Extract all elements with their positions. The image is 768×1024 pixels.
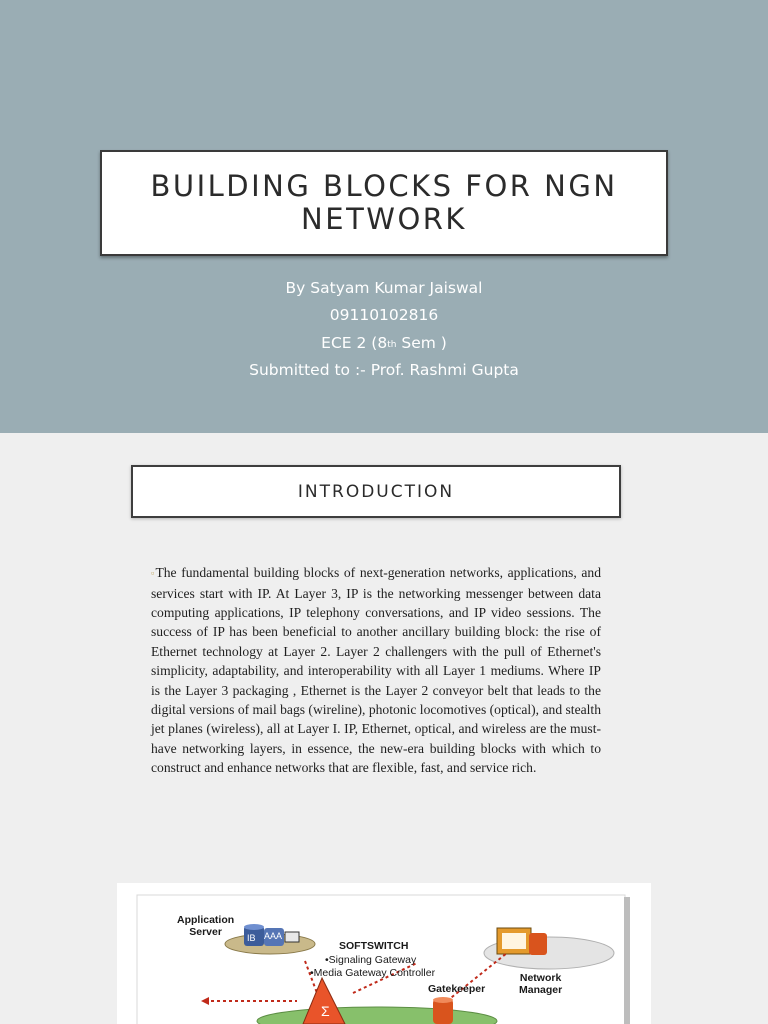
bullet-icon: ▫ — [151, 568, 156, 579]
diagram-frame-shadow — [624, 897, 630, 1024]
class-line — [0, 330, 768, 357]
class-suffix: Sem ) — [396, 333, 447, 352]
manager-db-icon — [529, 933, 547, 955]
ib-label: IB — [247, 933, 256, 943]
class-sup: th — [387, 339, 397, 350]
aaa-label: AAA — [264, 931, 283, 941]
introduction-paragraph — [151, 563, 601, 778]
manager-screen — [502, 933, 526, 949]
introduction-heading-box — [131, 465, 621, 518]
ngn-diagram — [117, 883, 651, 1024]
ib-server-top — [244, 924, 264, 930]
gatekeeper-label: Gatekeeper — [428, 983, 486, 995]
subtitle-block — [0, 275, 768, 384]
softswitch-label: SOFTSWITCH — [339, 940, 409, 952]
author-line: By Satyam Kumar Jaiswal — [285, 279, 483, 297]
application-server-label: Application Server — [177, 914, 235, 938]
paragraph-text: The fundamental building blocks of next-generation networks, applications, and services start with IP. At Layer 3, IP is the networking messenger between data computing applications, IP telephony conversations, and IP video sessions. The success of IP has been beneficial to another ancillary building block: the rise of Ethernet technology at Layer 2. Layer 2 challengers with the pull of Ethernet's simplicity, adaptability, and interoperability with all Layer 1 mediums. Where IP is the Layer 3 packaging , Ethernet is the Layer 2 conveyor belt that leads to the digital versions of mail bags (wireline), photonic locomotives (optical), and stealth jet planes (wireless), all at Layer I. IP, Ethernet, optical, and wireless are the must-have networking layers, in essence, the new-era building blocks with which to construct and enhance networks that are flexible, fast, and service rich. — [151, 565, 601, 776]
softswitch-pyramid-glyph: Σ — [321, 1003, 330, 1019]
slide-title: BUILDING BLOCKS FOR NGN NETWORK — [150, 169, 618, 236]
title-box — [100, 150, 668, 256]
network-manager-label: Network Manager — [519, 972, 563, 996]
title-slide — [0, 0, 768, 433]
submitted-to: Submitted to :- Prof. Rashmi Gupta — [249, 360, 519, 379]
signaling-gateway-label: •Signaling Gateway — [325, 954, 417, 966]
roll-number: 09110102816 — [329, 306, 439, 325]
gatekeeper-db-top — [433, 997, 453, 1003]
laptop-icon — [285, 932, 299, 942]
media-gateway-controller-label: •Media Gateway Controller — [310, 967, 436, 979]
introduction-heading: INTRODUCTION — [297, 481, 455, 502]
class-prefix: ECE 2 (8 — [321, 333, 388, 352]
